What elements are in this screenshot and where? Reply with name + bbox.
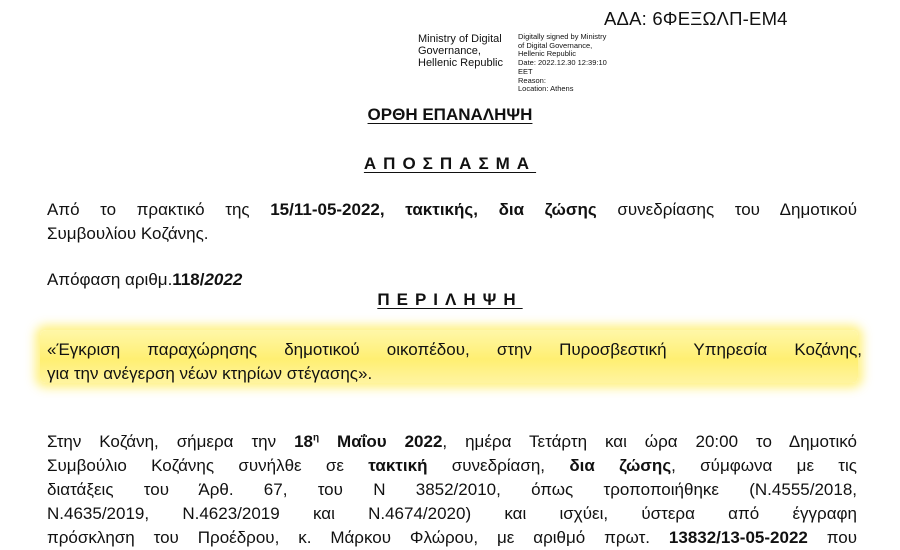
body-line-3: διατάξεις του Άρθ. 67, του Ν 3852/2010, όπως τροποποιήθηκε (Ν.4555/2018, — [47, 480, 857, 499]
signature-detail-line: Reason: — [518, 75, 546, 85]
signature-detail-line: Location: Athens — [518, 84, 574, 94]
minutes-reference-line-2: Συμβουλίου Κοζάνης. — [47, 224, 209, 243]
minutes-reference-line-1: Από το πρακτικό της 15/11-05-2022, τακτικής, δια ζώσης συνεδρίασης του Δημοτικού — [47, 200, 857, 219]
body-line-4: Ν.4635/2019, Ν.4623/2019 και Ν.4674/2020) και ισχύει, ύστερα από έγγραφη — [47, 504, 857, 523]
signature-org-line: Ministry of Digital — [418, 33, 502, 45]
heading-summary: ΠΕΡΙΛΗΨΗ — [377, 290, 523, 309]
body-line-5: πρόσκληση του Προέδρου, κ. Μάρκου Φλώρου, με αριθμό πρωτ. 13832/13-05-2022 που — [47, 528, 857, 547]
body-line-2: Συμβούλιο Κοζάνης συνήλθε σε τακτική συνεδρίαση, δια ζώσης, σύμφωνα με τις — [47, 456, 857, 475]
body-line-1: Στην Κοζάνη, σήμερα την $18^\eta$ Μαΐου 2022, ημέρα Τετάρτη και ώρα 20:00 το Δημοτικό — [47, 432, 857, 451]
signature-org-line: Governance, — [418, 45, 481, 57]
decision-number: Απόφαση αριθμ.118/2022 — [47, 270, 243, 289]
heading-correct-repetition: ΟΡΘΗ ΕΠΑΝΑΛΗΨΗ — [367, 105, 533, 124]
summary-text — [47, 338, 862, 386]
summary-line-2: για την ανέγερση νέων κτηρίων στέγασης». — [47, 364, 373, 383]
heading-extract: ΑΠΟΣΠΑΣΜΑ — [363, 154, 537, 173]
body-paragraph — [47, 430, 857, 550]
signature-detail-line: Digitally signed by Ministry — [518, 32, 607, 41]
signature-organization — [418, 33, 518, 69]
signature-detail-line: Hellenic Republic — [518, 49, 576, 59]
signature-org-line: Hellenic Republic — [418, 57, 503, 69]
minutes-reference-paragraph — [47, 198, 857, 246]
digital-signature-details — [518, 33, 638, 94]
signature-detail-line: Date: 2022.12.30 12:39:10 — [518, 58, 607, 68]
ada-code: ΑΔΑ: 6ΦΕΞΩΛΠ-ΕΜ4 — [604, 8, 788, 29]
signature-detail-line: of Digital Governance, — [518, 40, 593, 50]
summary-line-1: «Έγκριση παραχώρησης δημοτικού οικοπέδου, στην Πυροσβεστική Υπηρεσία Κοζάνης, — [47, 340, 862, 359]
signature-detail-line: EET — [518, 66, 533, 76]
session-date-type: 15/11-05-2022, τακτικής, δια ζώσης — [270, 200, 597, 219]
